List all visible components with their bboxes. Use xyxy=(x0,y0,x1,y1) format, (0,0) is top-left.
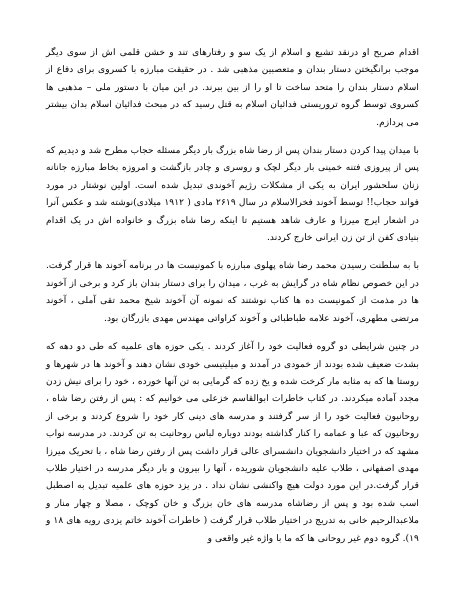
paragraph-communism: با به سلطنت رسیدن محمد رضا شاه پهلوی مبارزه با کمونیست ها در برنامه آخوند ها قرار گرفت. در این خصوص نظام شاه در گرایش به غرب ، میدان را برای دستار بندان باز کرد و برخی از آخوند ها در مذمت از کمونیست ده ها کتاب نوشتند که نمونه آن آخوند شیخ محمد تقی آملی ، آخوند مرتضی مطهری، آخوند علامه طباطبائی و آخوند کراواتی مهندس مهدی بازرگان بود. xyxy=(46,260,419,324)
paragraph-seminaries: در چنین شرایطی دو گروه فعالیت خود را آغاز کردند . یکی حوزه های علمیه که طی دو دهه که بشدت ضعیف شده بودند از خمودی در آمدند و میلیتیسی خودی نشان دهند و آخوند ها در شهرها و روستا ها که به مثابه مار کرخت شده و یخ زده که گرمایی به تن آنها خورده ، خود را برای نیش زدن مجدد آماده میکردند. در کتاب خاطرات ابوالقاسم خزعلی می خوانیم که : پس از رفتن رضا شاه ، روحانیون فعالیت خود را از سر گرفتند و مدرسه های دینی کار خود را شروع کردند و برخی از روحانیون که عبا و عمامه را کنار گذاشته بودند دوباره لباس روحانیت به تن کردند. در مدرسه نواب مشهد که در اختیار دانشجویان دانشسرای عالی قرار داشت پس از رفتن رضا شاه ، با تحریک میرزا مهدی اصفهانی ، طلاب علیه دانشجویان شوریده ، آنها را بیرون و بار دیگر مدرسه در اختیار طلاب قرار گرفت.در این مورد دولت هیچ واکنشی نشان نداد . در یزد حوزه های علمیه تبدیل به اصطبل اسب شده بود و پس از رضاشاه مدرسه های خان بزرگ و خان کوچک ، مصلا و چهار منار و ملاعبدالرحیم خانی به تدریج در اختیار طلاب قرار گرفت ( خاطرات آخوند خاتم یزدی رویه های ۱۸ و ۱۹). گروه دوم غیر روحانی ها که ما با واژه غیر واقعی و xyxy=(46,341,419,544)
document-body xyxy=(46,44,419,547)
paragraph-kasravi: اقدام صریح او درنقد تشیع و اسلام از یک سو و رفتارهای تند و خشن قلمی اش از سوی دیگر موجب برانگیختن دستار بندان و متعصبین مذهبی شد . در حقیقت مبارزه با کسروی برای دفاع از اسلام دستار بندان را متحد ساخت تا او را از بین ببرند. در این میان با دستور ملی – مذهبی ها کسروی توسط گروه تروریستی فدائیان اسلام به قتل رسید که در مبحث فدائیان اسلام بدان بیشتر می پردازم. xyxy=(46,47,419,128)
paragraph-hijab: با میدان پیدا کردن دستار بندان پس از رضا شاه بزرگ بار دیگر مسئله حجاب مطرح شد و دیدیم که پس از پیروزی فتنه خمینی بار دیگر لچک و روسری و چادر بازگشت و امروزه بخاط مبارزه جانانه زنان سلحشور ایران به یکی از مشکلات رژیم آخوندی تبدیل شده است. اولین نوشتار در مورد فواند حجاب!! توسط آخوند فخرالاسلام در سال ۲۶۱۹ مادی ( ۱۹۱۲ میلادی)نوشته شد و عکس آنرا در اشعار ایرج میرزا و عارف شاهد هستیم تا اینکه رضا شاه بزرگ و خانواده اش در یک اقدام بنیادی کفن از تن زن ایرانی خارج کردند. xyxy=(46,145,420,244)
